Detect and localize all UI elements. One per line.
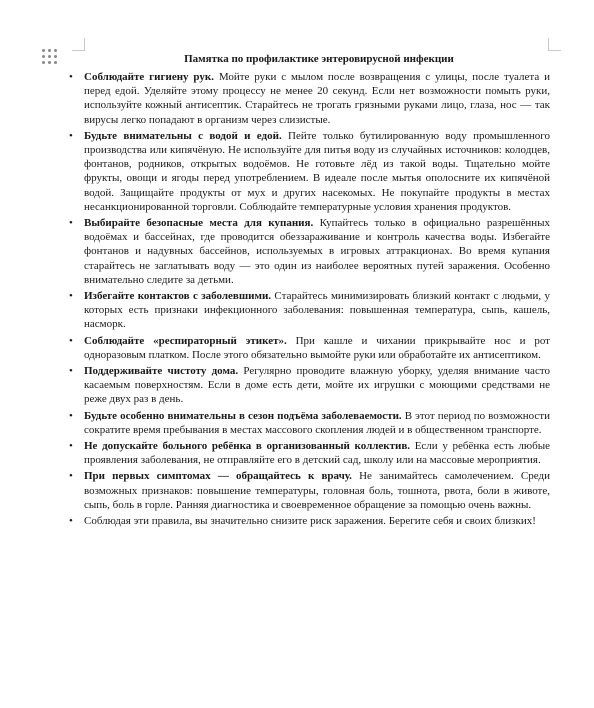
tip-text: Купайтесь только в официально разрешённых водоёмах и бассейнах, где проводится обеззараживание и контроль качества воды. Избегайте фонтанов и надувных бассейнов, используемых в игровых аттракционах. Во время купания старайтесь не заглатывать воду — это один из наиболее вероятных путей заражения. Особенно внимательно следите за детьми. [84,217,550,286]
tip-heading: Будьте особенно внимательны в сезон подъёма заболеваемости. [84,409,402,422]
table-move-handle-icon[interactable] [42,49,56,69]
tip-text: Мойте руки с мылом после возвращения с улицы, после туалета и перед едой. Уделяйте этому процессу не менее 20 секунд. Если нет возможности помыть руки, используйте кожный антисептик. Старайтесь не трогать грязными руками лицо, глаза, нос — так вирусы легко попадают в организм через слизистые. [84,71,550,126]
page-corner-mark-top-right [548,38,561,51]
bullet-icon: • [69,71,73,83]
list-item [68,334,550,362]
tip-heading: При первых симптомах — обращайтесь к врачу. [84,470,352,483]
tip-text: Регулярно проводите влажную уборку, уделяя внимание часто касаемым поверхностям. Если в доме есть дети, мойте их игрушки с моющими средствами не реже двух раз в день. [84,365,550,406]
bullet-icon: • [69,334,73,347]
list-item [68,469,550,512]
tip-heading: Соблюдайте гигиену рук. [84,71,214,83]
bullet-icon: • [69,217,73,230]
tip-text: Не занимайтесь самолечением. Среди возможных признаков: повышение температуры, головная боль, тошнота, рвота, боли в животе, сыпь, боль в горле. Ранняя диагностика и своевременное обращение за помощью очень важны. [84,470,550,511]
document-title: Памятка по профилактике энтеровирусной инфекции [184,53,454,65]
tip-heading: Соблюдайте «респираторный этикет». [84,334,287,347]
tip-text: Старайтесь минимизировать близкий контакт с людьми, у которых есть признаки инфекционного заболевания: повышенная температура, сыпь, кашель, насморк. [84,290,550,331]
list-item [68,439,550,467]
tip-text: Пейте только бутилированную воду промышленного производства или кипячёную. Не используйте для питья воду из случайных источников: колодцев, фонтанов, родников, открытых водоёмов. Не готовьте лёд из такой воды. Тщательно мойте фрукты, овощи и ягоды перед употреблением. В идеале после мытья ополосните их кипячёной водой. Защищайте продукты от мух и других насекомых. Не покупайте продукты в местах несанкционированной торговли. Соблюдайте температурные условия хранения продуктов. [84,129,550,213]
tip-heading: Выбирайте безопасные места для купания. [84,217,314,230]
tip-text: Если у ребёнка есть любые проявления заболевания, не отправляйте его в детский сад, школу или на массовые мероприятия. [84,440,550,467]
list-item [68,129,550,214]
list-item [68,514,550,528]
bullet-icon: • [69,290,73,303]
tip-heading: Не допускайте больного ребёнка в организованный коллектив. [84,440,411,453]
bullet-icon: • [69,409,73,422]
list-item [68,289,550,332]
list-item [68,364,550,407]
bullet-icon: • [69,365,73,378]
bullet-icon: • [69,129,73,142]
bullet-icon: • [69,470,73,483]
tip-heading: Поддерживайте чистоту дома. [84,365,239,378]
tips-list [68,70,550,528]
tip-text: При кашле и чихании прикрывайте нос и рот одноразовым платком. После этого обязательно вымойте руки или обработайте их антисептиком. [84,334,550,361]
tip-text: В этот период по возможности сократите время пребывания в местах массового скопления людей и в общественном транспорте. [84,409,550,436]
list-item [68,409,550,437]
list-item [68,216,550,287]
list-item [68,70,550,127]
page-corner-mark-top-left [72,38,85,51]
bullet-icon: • [69,440,73,453]
document-body[interactable] [68,52,550,530]
tip-text: Соблюдая эти правила, вы значительно снизите риск заражения. Берегите себя и своих близких! [84,515,536,528]
tip-heading: Избегайте контактов с заболевшими. [84,290,272,303]
bullet-icon: • [69,515,73,528]
tip-heading: Будьте внимательны с водой и едой. [84,129,282,142]
